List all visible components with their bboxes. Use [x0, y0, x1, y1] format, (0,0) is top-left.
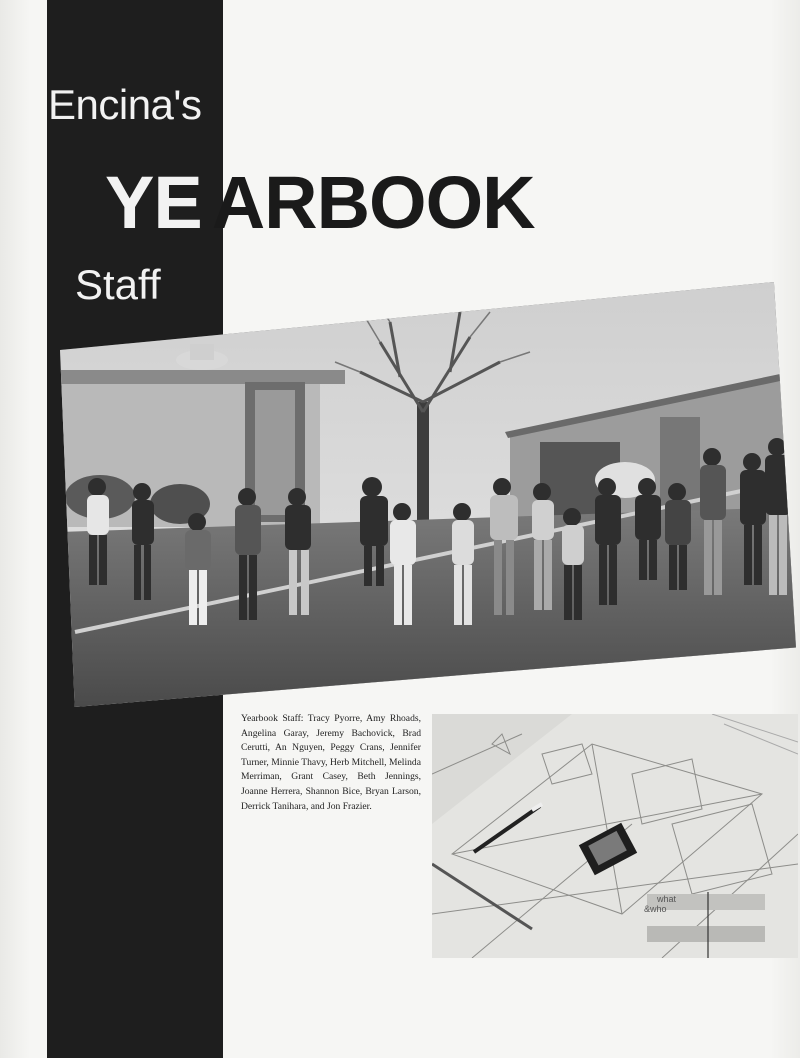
- layout-note-what: what: [657, 894, 677, 904]
- heading-yearbook-dark-part: ARBOOK: [211, 161, 535, 244]
- heading-staff: Staff: [75, 261, 161, 308]
- layout-note-who: &who: [644, 904, 667, 914]
- photo-caption: Yearbook Staff: Tracy Pyorre, Amy Rhoads, Angelina Garay, Jeremy Bachovick, Brad Cerutti, An Nguyen, Peggy Crans, Jennifer Turner, Minnie Thavy, Herb Mitchell, Melinda Merriman, Grant Casey, Beth Jennings, Joanne Herrera, Shannon Bice, Bryan Larson, Derrick Tanihara, and Jon Frazier.: [241, 713, 421, 812]
- heading-encinas: Encina's: [48, 81, 202, 128]
- heading-yearbook-light-part: YE: [105, 161, 202, 244]
- group-photo: [60, 282, 796, 707]
- layout-sheets-photo: [432, 714, 798, 958]
- heading-yearbook: [105, 161, 535, 244]
